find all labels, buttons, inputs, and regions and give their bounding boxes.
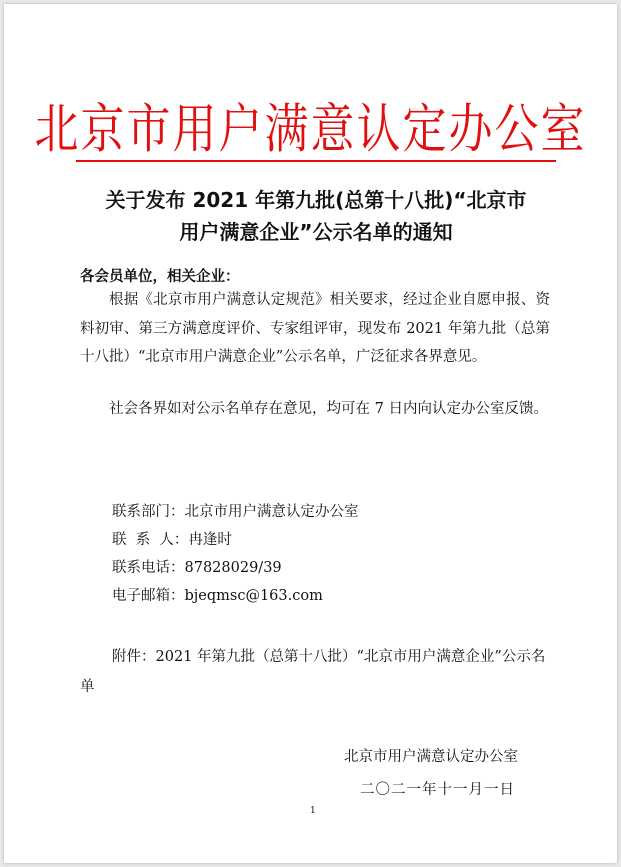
contact-email: 电子邮箱：bjeqmsc@163.com — [112, 588, 323, 604]
body-paragraph-1: 根据《北京市用户满意认定规范》相关要求，经过企业自愿申报、资料初审、第三方满意度评价、专家组评审，现发布 2021 年第九批（总第十八批）“北京市用户满意企业”公示名单，广泛征求各界意见。 — [80, 292, 550, 365]
contact-person: 联 系 人：冉逢时 — [112, 532, 232, 548]
attachment-note: 附件：2021 年第九批（总第十八批）“北京市用户满意企业”公示名单 — [80, 649, 546, 695]
red-rule-divider — [76, 160, 556, 162]
signature-org: 北京市用户满意认定办公室 — [344, 749, 518, 765]
body-paragraph-2: 社会各界如对公示名单存在意见，均可在 7 日内向认定办公室反馈。 — [109, 401, 548, 417]
salutation: 各会员单位，相关企业： — [80, 269, 240, 285]
contact-phone: 联系电话：87828029/39 — [112, 560, 282, 576]
title-line-1: 关于发布 2021 年第九批(总第十八批)“北京市 — [105, 188, 527, 212]
document-title — [76, 184, 556, 248]
signature-date: 二〇二一年十一月一日 — [360, 782, 515, 798]
letterhead: 北京市用户满意认定办公室 — [34, 99, 587, 161]
page-number: 1 — [310, 806, 316, 816]
contact-department: 联系部门：北京市用户满意认定办公室 — [112, 504, 359, 520]
document-page — [4, 4, 617, 863]
title-line-2: 用户满意企业”公示名单的通知 — [179, 220, 453, 244]
